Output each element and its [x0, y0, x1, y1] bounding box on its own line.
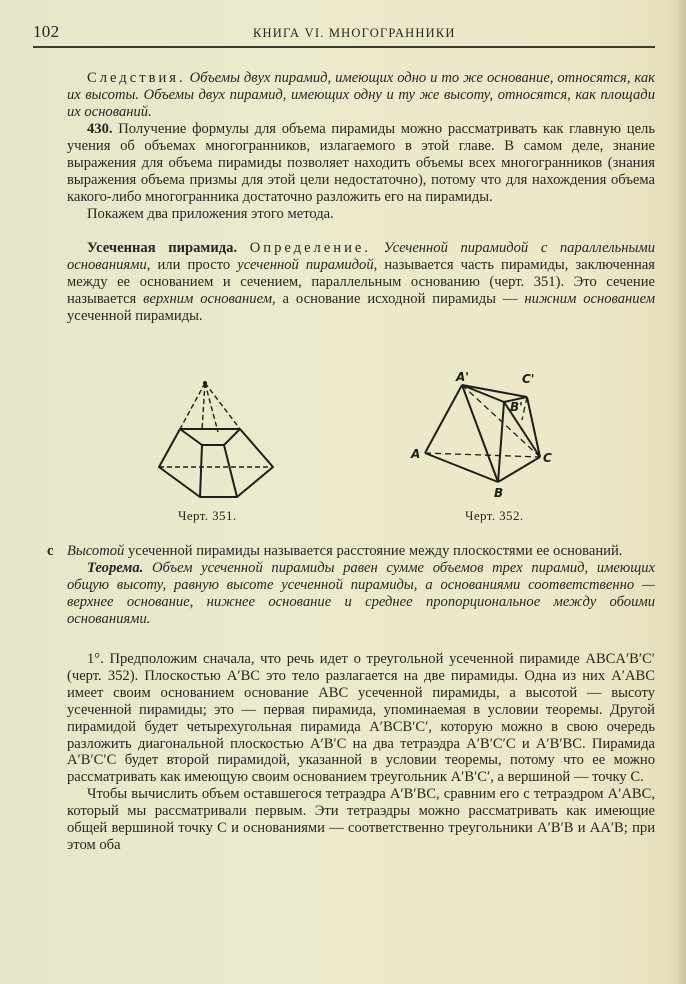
definition-text: усеченной пирамиды.	[67, 307, 203, 324]
label-b-prime: B'	[510, 400, 523, 414]
definition-text: , а основание исходной пирамиды —	[272, 290, 525, 307]
section-430-text: Получение формулы для объема пирамиды можно рассматривать как главную цель учения об объемах многогранников, излагаемого в этой главе. В самом деле, знание выражения для объема пирамиды позволяет находить объемы всех многогранников (знания выражения объема призмы для этой цели недостаточно), потому что для нахождения объема какого-либо многогранника достаточно разложить его на пирамиды.	[67, 121, 655, 205]
page-header	[33, 22, 653, 48]
figure-352-triangular-frustum	[400, 365, 560, 505]
margin-mark: с	[47, 543, 54, 559]
figure-351-caption: Черт. 351.	[178, 508, 237, 523]
label-c: C	[543, 451, 552, 465]
label-b: B	[494, 486, 504, 500]
label-c-prime: C'	[522, 372, 535, 386]
label-a: A	[411, 447, 421, 461]
term-upper-base: верхним основанием	[143, 290, 273, 307]
proof-paragraph-1: 1°. Предположим сначала, что речь идет о треугольной усеченной пирамиде ABCA′B′C′ (черт. 352). Плоскостью A′BC это тело разлагается на две пирамиды. Одна из них A′ABC имеет своим основанием основание ABC усеченной пирамиды, а высотой — высоту усеченной пирамиды; это — первая пирамида, упоминаемая в условии теоремы. Другой пирамидой будет четырехугольная пирамида A′BCB′C′, которую можно в свою очередь разложить диагональной плоскостью A′B′C на два тетраэдра A′B′C′C и A′B′BC. Пирамида A′B′C′C будет второй пирамидой, указанной в условии теоремы, потому что ее можно рассматривать как имеющую своим основанием треугольник A′B′C′, а вершиной — точку C.	[67, 651, 655, 786]
page-number: 102	[33, 22, 60, 41]
definition-heading: Усеченная пирамида.	[87, 240, 238, 256]
header-rule	[33, 46, 655, 48]
section-430-paragraph	[67, 121, 655, 206]
height-definition-text: усеченной пирамиды называется расстояние между плоскостями ее оснований.	[124, 543, 623, 559]
section-number: 430.	[87, 121, 113, 137]
theorem-label: Теорема.	[87, 559, 144, 576]
theorem-paragraph	[67, 560, 655, 628]
section-430	[67, 121, 655, 222]
page-edge	[679, 0, 686, 984]
term-height: Высотой	[67, 543, 125, 559]
corollary-block	[67, 70, 655, 121]
figure-351-truncated-pyramid	[140, 370, 300, 510]
corollary-label: Следствия.	[87, 70, 186, 86]
proof-paragraph-2: Чтобы вычислить объем оставшегося тетраэдра A′B′BC, сравним его с тетраэдром A′ABC, который мы рассматривали первым. Эти тетраэдры можно рассматривать как имеющие общей вершиной точку C и основаниями — соответственно треугольники A′B′B и AA′B; при этом оба	[67, 786, 655, 853]
definition-label: Определение.	[249, 240, 372, 256]
label-a-prime: A'	[456, 370, 469, 384]
running-title: КНИГА VI. МНОГОГРАННИКИ	[253, 26, 456, 40]
corollary-paragraph	[67, 70, 655, 121]
term-lower-base: нижним основанием	[524, 290, 656, 307]
definition-text: , называется часть пирамиды, заключенная между ее основанием и сечением, параллельным основанию (черт. 351). Это сечение называется	[67, 256, 656, 307]
proof-block	[67, 651, 655, 854]
term-truncated-pyramid: усеченной пирамидой	[237, 256, 374, 273]
height-and-theorem	[47, 543, 655, 628]
definition-paragraph	[67, 240, 655, 325]
theorem-text: Объем усеченной пирамиды равен сумме объемов трех пирамид, имеющих общую высоту, равную высоте усеченной пирамиды, а основаниями соответственно — верхнее основание, нижнее основание и среднее пропорциональное между обоими основаниями.	[67, 559, 655, 627]
figure-352-caption: Черт. 352.	[465, 508, 524, 523]
section-430-followup: Покажем два приложения этого метода.	[87, 205, 334, 222]
definition-text: , или просто	[146, 256, 238, 273]
truncated-pyramid-definition	[67, 240, 655, 325]
height-definition	[67, 543, 655, 560]
term-truncated-pyramid-parallel: Усеченной пирамидой с параллельными основаниями	[67, 240, 656, 273]
corollary-text: Объемы двух пирамид, имеющих одно и то же основание, относятся, как их высоты. Объемы двух пирамид, имеющих одну и ту же высоту, относятся, как площади их оснований.	[67, 70, 655, 120]
